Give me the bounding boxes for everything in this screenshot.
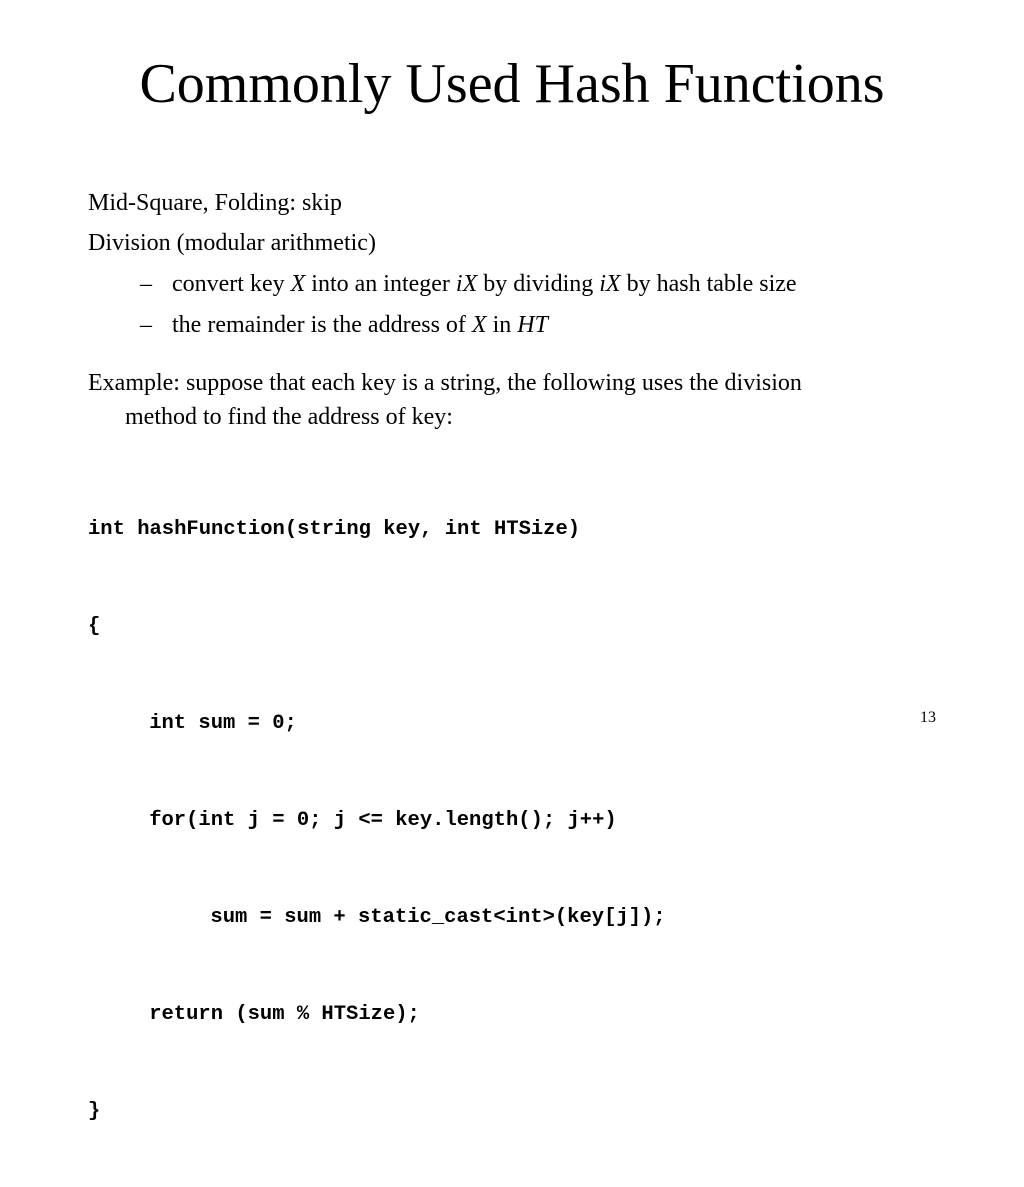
sub-text: by dividing: [477, 271, 600, 297]
var-ix: iX: [455, 271, 478, 297]
code-line: }: [88, 1100, 101, 1123]
sub-text: into an integer: [305, 271, 456, 297]
var-ht: HT: [517, 312, 548, 338]
sub-text: convert key: [172, 271, 291, 297]
dash-bullet: –: [140, 312, 152, 338]
var-x: X: [290, 271, 306, 297]
code-line: return (sum % HTSize);: [100, 1003, 420, 1026]
sub-bullet-convert: [140, 267, 797, 301]
var-x: X: [471, 312, 487, 338]
sub-bullet-remainder: [140, 308, 548, 342]
example-line-1: Example: suppose that each key is a string, the following uses the division: [88, 370, 802, 396]
slide-title: Commonly Used Hash Functions: [139, 53, 885, 115]
code-line: int sum = 0;: [100, 712, 297, 735]
code-line: int hashFunction(string key, int HTSize): [88, 518, 581, 541]
code-line: for(int j = 0; j <= key.length(); j++): [100, 809, 617, 832]
var-ix: iX: [599, 271, 621, 297]
dash-bullet: –: [140, 271, 152, 297]
bullet-mid-square: Mid-Square, Folding: skip: [88, 190, 343, 216]
code-line: {: [88, 615, 101, 638]
sub-text: the remainder is the address of: [172, 312, 472, 338]
code-block: [88, 455, 666, 1187]
page-number: 13: [920, 709, 936, 726]
bullet-division: Division (modular arithmetic): [88, 230, 376, 256]
example-line-2: method to find the address of key:: [125, 404, 453, 430]
sub-text: by hash table size: [620, 271, 797, 297]
code-line: sum = sum + static_cast<int>(key[j]);: [112, 906, 666, 929]
sub-text: in: [486, 312, 518, 338]
